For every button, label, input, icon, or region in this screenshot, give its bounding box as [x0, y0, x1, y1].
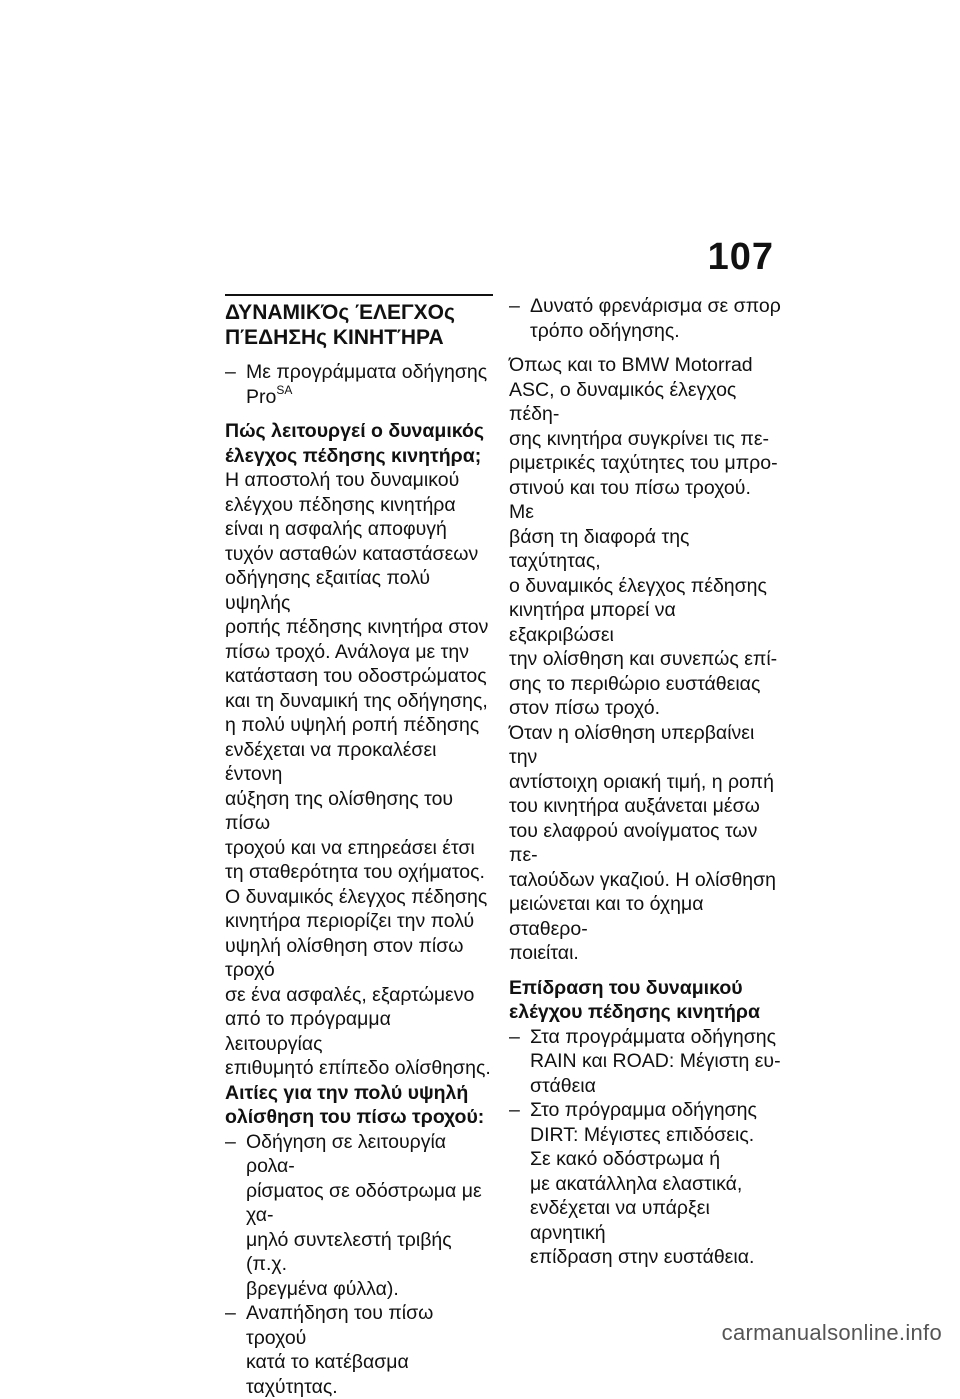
heading-line: ελέγχου πέδησης κινητήρα — [509, 1001, 760, 1023]
dash-mark: – — [225, 1130, 236, 1153]
body-line: αύξηση της ολίσθησης του πίσω — [225, 787, 454, 834]
bullet-text: Οδήγηση σε λειτουργία ρολα- — [246, 1130, 447, 1177]
section-title — [225, 300, 493, 350]
body-line: σης κινητήρα συγκρίνει τις πε- — [509, 427, 770, 450]
bullet-text: Σε κακό οδόστρωμα ή — [530, 1148, 721, 1170]
body-line: οδήγησης εξαιτίας πολύ υψηλής — [225, 567, 431, 614]
body-line: Η αποστολή του δυναμικού — [225, 469, 460, 491]
how-body — [225, 468, 493, 1081]
effect-item — [509, 1098, 781, 1270]
body-line: αντίστοιχη οριακή τιμή, η ροπή — [509, 770, 774, 793]
body-line: Όπως και το BMW Motorrad — [509, 354, 753, 376]
body-line: και τη δυναμική της οδήγησης, — [225, 689, 488, 712]
body-line: του κινητήρα αυξάνεται μέσω — [509, 795, 760, 817]
sa-note — [225, 360, 493, 409]
section-title-line: ΠΈΔΗΣΗς ΚΙΝΗΤΉΡΑ — [225, 326, 444, 349]
body-line: μειώνεται και το όχημα σταθερο- — [509, 893, 704, 940]
watermark: carmanualsonline.info — [721, 1320, 942, 1345]
causes-heading — [225, 1081, 493, 1130]
body-line: κατάσταση του οδοστρώματος — [225, 665, 487, 687]
body-line: κινητήρα περιορίζει την πολύ — [225, 910, 475, 932]
body-line: στινού και του πίσω τροχού. Με — [509, 476, 751, 523]
bullet-text: Αναπήδηση του πίσω τροχού — [246, 1302, 434, 1349]
body-line: τη σταθερότητα του οχήματος. — [225, 861, 485, 883]
bullet-text: βρεγμένα φύλλα). — [246, 1277, 399, 1300]
bullet-text: επίδραση στην ευστάθεια. — [530, 1246, 755, 1268]
body-line: είναι η ασφαλής αποφυγή — [225, 518, 447, 540]
body-line: Όταν η ολίσθηση υπερβαίνει την — [509, 721, 755, 768]
body-line: του ελαφρού ανοίγματος των πε- — [509, 819, 758, 866]
body-line: ποιείται. — [509, 942, 579, 964]
bullet-text: DIRT: Μέγιστες επιδόσεις. — [530, 1123, 755, 1146]
dash-mark: – — [509, 295, 520, 317]
section-rule — [225, 294, 493, 296]
how-heading — [225, 419, 493, 468]
body-line: σης το περιθώριο ευστάθειας — [509, 672, 761, 695]
body-line: υψηλή ολίσθηση στον πίσω τροχό — [225, 934, 464, 981]
body-line: επιθυμητό επίπεδο ολίσθησης. — [225, 1057, 491, 1079]
cause-item — [225, 1301, 493, 1399]
heading-line: ολίσθηση του πίσω τροχού: — [225, 1106, 485, 1128]
body-line: ροπής πέδησης κινητήρα στον — [225, 616, 489, 638]
dash-mark: – — [225, 1302, 236, 1324]
left-column — [225, 294, 493, 1399]
bullet-text: στάθεια — [530, 1074, 596, 1097]
body-line: τυχόν ασταθών καταστάσεων — [225, 542, 479, 565]
body-line: πίσω τροχό. Ανάλογα με την — [225, 640, 469, 663]
page-number: 107 — [707, 236, 774, 278]
bullet-text: με ακατάλληλα ελαστικά, — [530, 1172, 743, 1195]
body-line: κινητήρα μπορεί να εξακριβώσει — [509, 599, 676, 646]
bullet-text: Δυνατό φρενάρισμα σε σπορ — [530, 295, 781, 317]
body-line: την ολίσθηση και συνεπώς επί- — [509, 648, 778, 670]
bullet-text: τρόπο οδήγησης. — [530, 319, 680, 342]
heading-line: έλεγχος πέδησης κινητήρα; — [225, 444, 482, 467]
bullet-text: Στο πρόγραμμα οδήγησης — [530, 1099, 757, 1121]
bullet-text: μηλό συντελεστή τριβής (π.χ. — [246, 1228, 452, 1275]
effect-heading — [509, 976, 781, 1025]
heading-line: Πώς λειτουργεί ο δυναμικός — [225, 420, 485, 442]
body-line: ASC, ο δυναμικός έλεγχος πέδη- — [509, 378, 737, 425]
body-line: ριμετρικές ταχύτητες του μπρο- — [509, 452, 778, 474]
body-line: η πολύ υψηλή ροπή πέδησης — [225, 714, 480, 736]
heading-line: Επίδραση του δυναμικού — [509, 976, 743, 999]
section-title-line: ΔΥΝΑΜΙΚΌς ΈΛΕΓΧΟς — [225, 301, 455, 324]
right-column — [509, 294, 781, 1270]
sa-superscript: SA — [276, 382, 293, 397]
body-line: από το πρόγραμμα λειτουργίας — [225, 1008, 391, 1055]
dash-mark: – — [509, 1099, 520, 1121]
body-line: τροχού και να επηρεάσει έτσι — [225, 836, 475, 859]
body-line: ο δυναμικός έλεγχος πέδησης — [509, 574, 767, 597]
body-line: σε ένα ασφαλές, εξαρτώμενο — [225, 983, 475, 1006]
body-line: βάση τη διαφορά της ταχύτητας, — [509, 525, 690, 572]
cause-item — [225, 1130, 493, 1302]
body-line: Ο δυναμικός έλεγχος πέδησης — [225, 885, 488, 908]
how-body-continued — [509, 353, 781, 966]
body-line: ενδέχεται να προκαλέσει έντονη — [225, 738, 437, 785]
bullet-text: Στα προγράμματα οδήγησης — [530, 1025, 777, 1048]
bullet-text: ενδέχεται να υπάρξει αρνητική — [530, 1197, 710, 1244]
bullet-text: Pro — [246, 385, 277, 408]
body-line: ταλούδων γκαζιού. Η ολίσθηση — [509, 868, 777, 891]
bullet-text: κατά το κατέβασμα ταχύτητας. — [246, 1351, 409, 1398]
cause-item — [509, 294, 781, 343]
body-line: ελέγχου πέδησης κινητήρα — [225, 493, 456, 516]
dash-mark: – — [509, 1025, 520, 1048]
bullet-text: Με προγράμματα οδήγησης — [246, 361, 488, 383]
bullet-text: RAIN και ROAD: Μέγιστη ευ- — [530, 1050, 781, 1072]
bullet-text: ρίσματος σε οδόστρωμα με χα- — [246, 1179, 482, 1226]
body-line: στον πίσω τροχό. — [509, 697, 661, 719]
heading-line: Αιτίες για την πολύ υψηλή — [225, 1081, 469, 1104]
dash-mark: – — [225, 361, 236, 383]
effect-item — [509, 1025, 781, 1099]
